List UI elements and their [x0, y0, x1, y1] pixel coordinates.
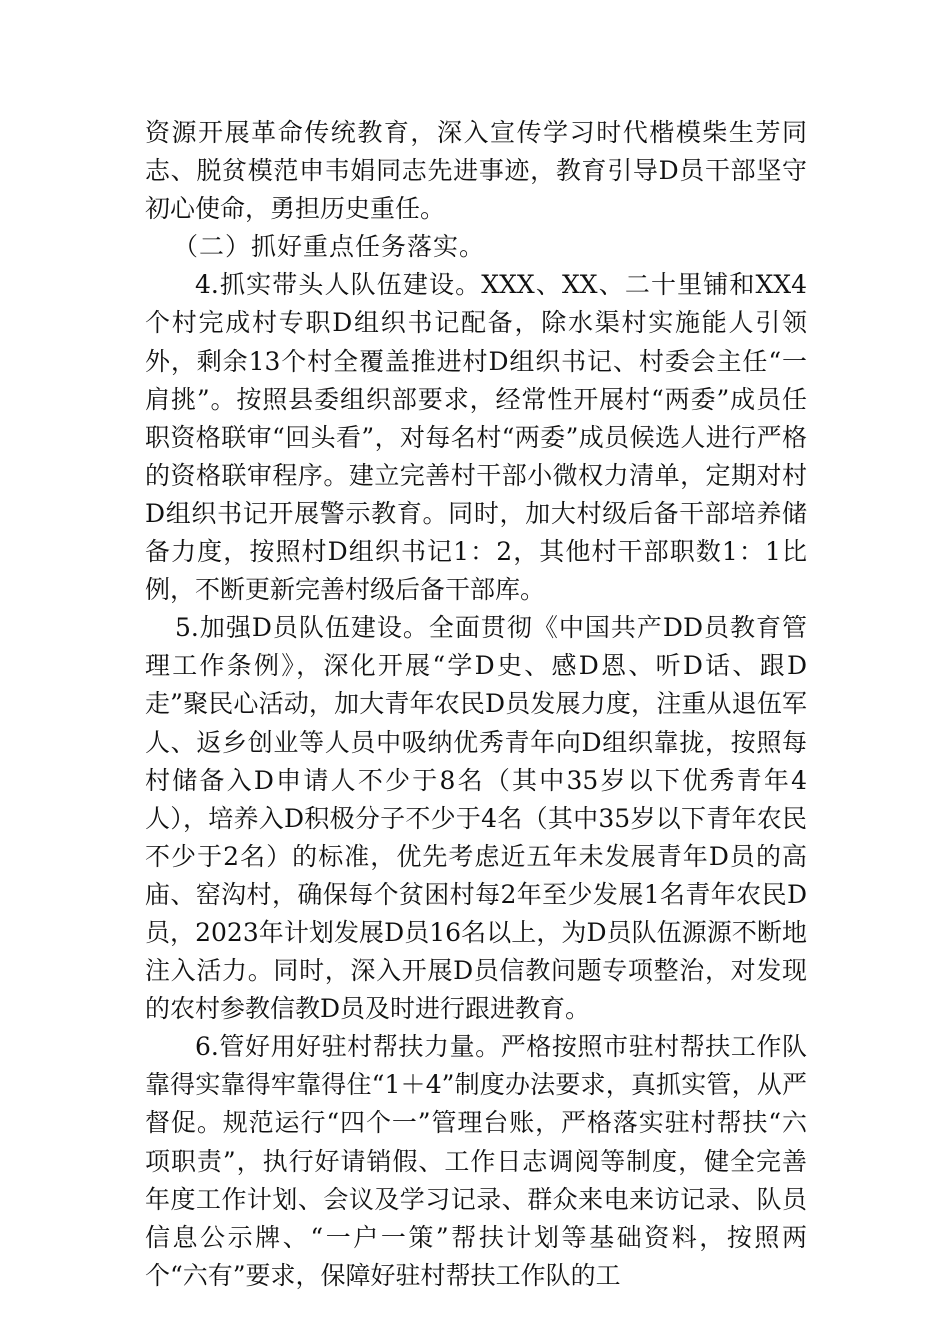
paragraph-leader-team: 4.抓实带头人队伍建设。XXX、XX、二十里铺和XX4个村完成村专职D组织书记配备，除水渠村实施能人引领外，剩余13个村全覆盖推进村D组织书记、村委会主任“一肩挑”。按照县委组织部要求，经常性开展村“两委”成员任职资格联审“回头看”，对每名村“两委”成员候选人进行严格的资格联审程序。建立完善村干部小微权力清单，定期对村D组织书记开展警示教育。同时，加大村级后备干部培养储备力度，按照村D组织书记1：2，其他村干部职数1：1比例，不断更新完善村级后备干部库。 — [145, 270, 807, 605]
document-body — [145, 114, 807, 1295]
paragraph-continuation: 资源开展革命传统教育，深入宣传学习时代楷模柴生芳同志、脱贫模范申韦娟同志先进事迹，教育引导D员干部坚守初心使命，勇担历史重任。 — [145, 118, 807, 224]
paragraph-member-team: 5.加强D员队伍建设。全面贯彻《中国共产DD员教育管理工作条例》，深化开展“学D史、感D恩、听D话、跟D走”聚民心活动，加大青年农民D员发展力度，注重从退伍军人、返乡创业等人员中吸纳优秀青年向D组织靠拢，按照每村储备入D申请人不少于8名（其中35岁以下优秀青年4人），培养入D积极分子不少于4名（其中35岁以下青年农民不少于2名）的标准，优先考虑近五年未发展青年D员的高庙、窑沟村，确保每个贫困村每2年至少发展1名青年农民D员，2023年计划发展D员16名以上，为D员队伍源源不断地注入活力。同时，深入开展D员信教问题专项整治，对发现的农村参教信教D员及时进行跟进教育。 — [145, 613, 807, 1024]
section-subheading: （二）抓好重点任务落实。 — [173, 232, 486, 262]
paragraph-village-support: 6.管好用好驻村帮扶力量。严格按照市驻村帮扶工作队靠得实靠得牢靠得住“1＋4”制度办法要求，真抓实管，从严督促。规范运行“四个一”管理台账，严格落实驻村帮扶“六项职责”，执行好请销假、工作日志调阅等制度，健全完善年度工作计划、会议及学习记录、群众来电来访记录、队员信息公示牌、“一户一策”帮扶计划等基础资料，按照两个“六有”要求，保障好驻村帮扶工作队的工 — [145, 1032, 807, 1290]
